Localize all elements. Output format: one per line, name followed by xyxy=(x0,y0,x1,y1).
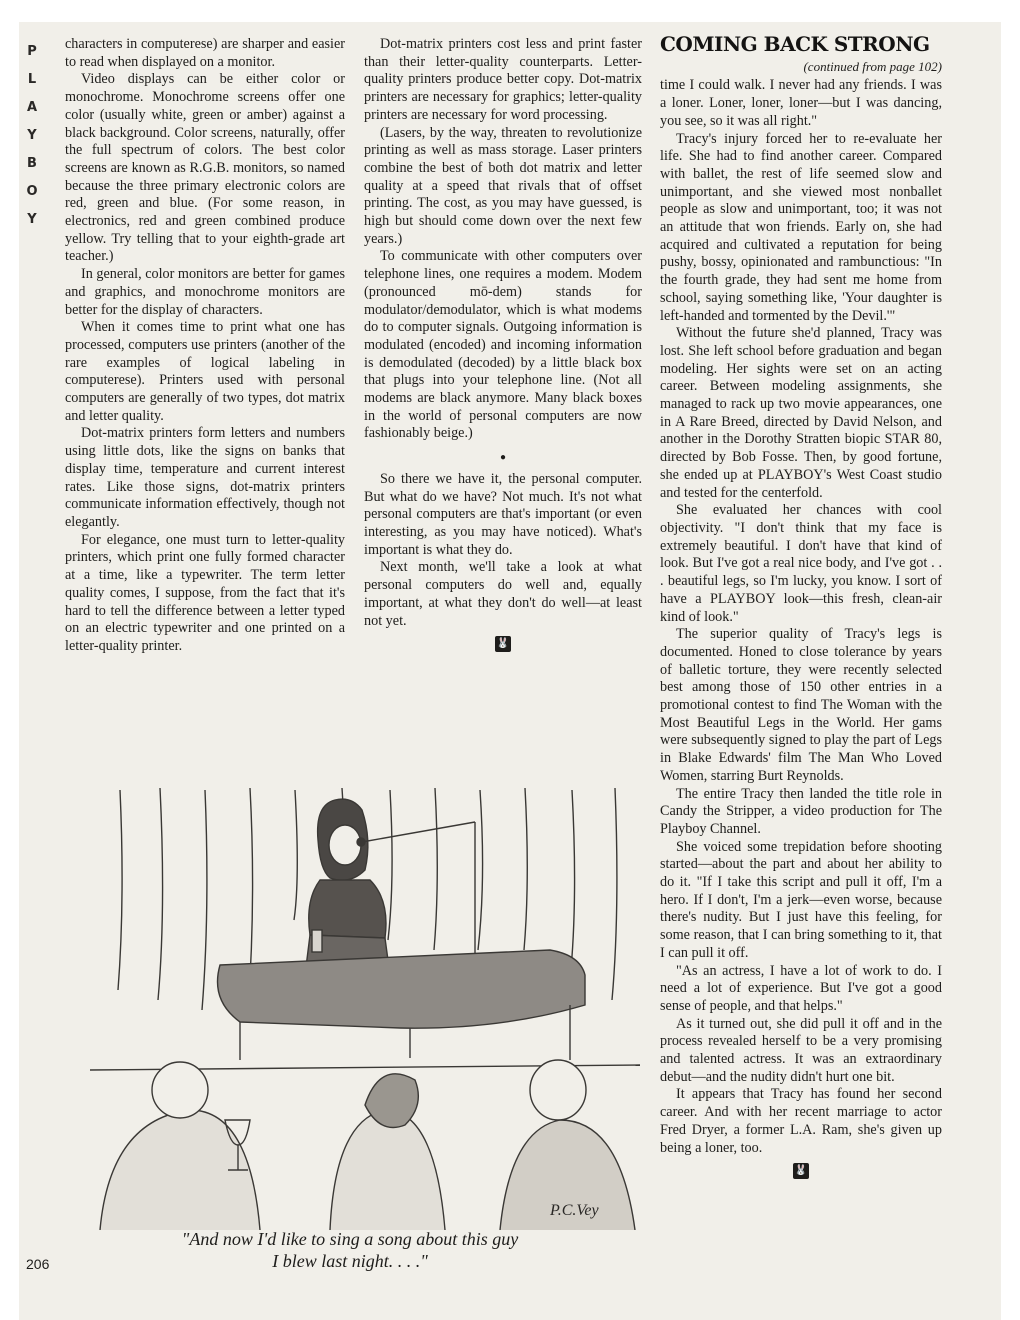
paragraph: She voiced some trepidation before shooting started—about the part and about her ability to do it. "If I take this script and pull it off, I'm a hero. If I don't, I'm a jerk—even worse, because there's nudity. But I just have this feeling, for some reason, that I can bring something to it, that I can pull it off. xyxy=(660,838,942,961)
paragraph: Next month, we'll take a look at what personal computers do well and, equally important, at what they don't do well—at least not yet. xyxy=(364,559,642,629)
paragraph: To communicate with other computers over telephone lines, one requires a modem. Modem (pronounced mō-dem) stands for modulator/demodulator, which is what modems do to computer signals. Outgoing information is modulated (encoded) and incoming information is demodulated (decoded) by a little black box that plugs into your telephone line. (Not all modems are black anymore. Many black boxes in the world of personal computers are now fashionably beige.) xyxy=(364,248,642,442)
paragraph: time I could walk. I never had any friends. I was a loner. Loner, loner, loner—but I was dancing, you see, so it was all right." xyxy=(660,77,942,129)
cartoon-signature: P.C.Vey xyxy=(550,1202,599,1219)
paragraph: characters in computerese) are sharper and easier to read when displayed on a monitor. xyxy=(65,36,345,70)
paragraph: It appears that Tracy has found her second career. And with her recent marriage to actor Fred Dryer, a former L.A. Ram, she's given up being a loner, too. xyxy=(660,1086,942,1156)
paragraph: As it turned out, she did pull it off and in the process revealed herself to be a very promising and talented actress. It was an extraordinary debut—and the nudity didn't hurt one bit. xyxy=(660,1015,942,1085)
spine-logo: P L A Y B O Y xyxy=(26,44,38,227)
paragraph: She evaluated her chances with cool objectivity. "I don't think that my face is extremely beautiful. I don't have that kind of look. But I've got a real nice body, and I've got . . . beautiful legs, so I'm lucky, you know. I sort of have a PLAYBOY look—this fresh, clean-air kind of look." xyxy=(660,502,942,625)
paragraph: Without the future she'd planned, Tracy was lost. She left school before graduation and began modeling. Her sights were set on an acting career. Between modeling assignments, she managed to rack up two movie appearances, one in A Rare Breed, directed by David Nelson, and another in the Dorothy Stratten biopic STAR 80, directed by Bob Fosse. Then, by good fortune, she ended up at PLAYBOY's West Coast studio and tested for the centerfold. xyxy=(660,325,942,501)
paragraph: Dot-matrix printers form letters and numbers using little dots, like the signs on banks that display time, temperature and current interest rates. Like those signs, dot-matrix printers communicate information effectively, though not elegantly. xyxy=(65,425,345,530)
end-mark-bunny-icon: 🐰 xyxy=(495,636,511,652)
caption-line: I blew last night. . . ." xyxy=(272,1251,428,1271)
paragraph: So there we have it, the personal computer. But what do we have? Not much. It's not what personal computers are that's important (or even interesting, as you may have noticed). What's important is what they do. xyxy=(364,470,642,558)
column-3 xyxy=(660,32,942,1179)
paragraph: The superior quality of Tracy's legs is documented. Honed to close tolerance by years of balletic torture, they were recently selected best among those of 150 other entries in a promotional contest to find The Woman with the Most Beautiful Legs in the World. Her gams were subsequently signed to play the part of Legs in Blake Edwards' film The Man Who Loved Women, starring Burt Reynolds. xyxy=(660,626,942,784)
paragraph: (Lasers, by the way, threaten to revolutionize printing as well as mass storage. Laser printers combine the best of both dot matrix and letter quality at a speed that rivals that of offset printing. The cost, as you may have guessed, is high but should come down over the next few years.) xyxy=(364,124,642,247)
paragraph: For elegance, one must turn to letter-quality printers, which print one fully formed character at a time, like a typewriter. The term letter quality comes, I suppose, from the fact that it's hard to tell the difference between a letter typed on an electric typewriter and one printed on a letter-quality printer. xyxy=(65,531,345,654)
paragraph: Dot-matrix printers cost less and print faster than their letter-quality counterparts. Letter-quality printers produce better copy. Dot-matrix printers are necessary for graphics; letter-quality printers are necessary for word processing. xyxy=(364,36,642,123)
section-bullet: ● xyxy=(499,452,507,464)
paragraph: When it comes time to print what one has processed, computers use printers (another of the rare examples of logical labeling in computerese). Printers used with personal computers are generally of two types, dot matrix and letter quality. xyxy=(65,319,345,424)
paragraph: "As an actress, I have a lot of work to do. I need a lot of experience. But I've got a good sense of people, and that helps." xyxy=(660,962,942,1014)
cartoon-caption xyxy=(120,1228,580,1272)
page-number: 206 xyxy=(26,1256,50,1272)
continued-line: (continued from page 102) xyxy=(803,58,942,74)
column-2 xyxy=(364,36,642,652)
cartoon-illustration xyxy=(80,760,650,1230)
end-mark-bunny-icon: 🐰 xyxy=(793,1163,809,1179)
paragraph: Video displays can be either color or monochrome. Monochrome screens offer one color (usually white, green or amber) against a black background. Color screens, naturally, offer the full spectrum of colors. The best color screens are known as R.G.B. monitors, so named because the three primary electronic colors are red, green and blue. (For some reason, in electronics, red and green combined produce yellow. Try telling that to your eighth-grade art teacher.) xyxy=(65,71,345,265)
caption-line: "And now I'd like to sing a song about this guy xyxy=(181,1229,519,1249)
paragraph: Tracy's injury forced her to re-evaluate her life. She had to find another career. Compared with ballet, the rest of life seemed slow and unimportant, and she viewed most nonballet people as slow and unimportant, too; it was not an attitude that won friends. Early on, she had acquired and cultivated a reputation for being pushy, bossy, opinionated and rambunctious: "In the fourth grade, they had sent me home from school, saying something like, 'Your daughter is left-handed and tormented by the Devil.'" xyxy=(660,130,942,324)
paragraph: In general, color monitors are better for games and graphics, and monochrome monitors are better for the display of characters. xyxy=(65,266,345,318)
article-headline: COMING BACK STRONG xyxy=(660,32,930,56)
paragraph: The entire Tracy then landed the title role in Candy the Stripper, a video production for The Playboy Channel. xyxy=(660,785,942,837)
column-1 xyxy=(65,36,345,656)
